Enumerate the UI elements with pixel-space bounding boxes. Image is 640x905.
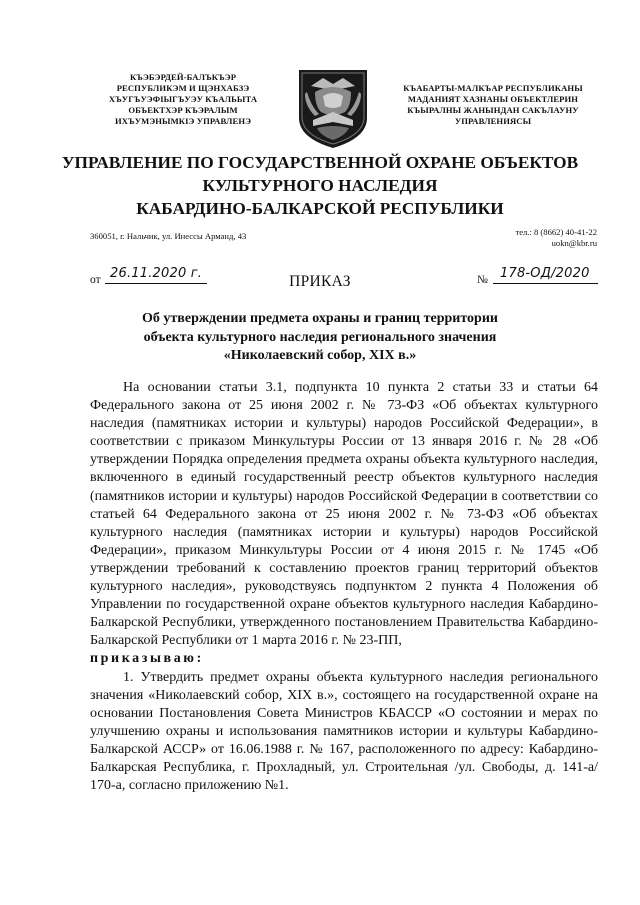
order-subject: [0, 310, 640, 366]
number-underline: [493, 283, 598, 284]
item-1-paragraph: 1. Утвердить предмет охраны объекта культурного наследия регионального значения «Николаевский собор, XIX в.», состоящего на государственной охране на основании Постановления Совета Министров КБАССР «О состоянии и мерах по улучшению охраны и использования памятников истории и культуры Кабардино-Балкарской АССР» от 16.06.1988 г. № 167, расположенного по адресу: Кабардино-Балкарская Республика, г. Прохладный, ул. Строительная /ул. Свободы, д. 141-а/ 170-а, согласно приложению №1.: [90, 669, 598, 794]
header-right-line: МАДАНИЯТ ХАЗНАНЫ ОБЪЕКТЛЕРИН: [407, 94, 579, 104]
header-right-line: КЪАБАРТЫ-МАЛКЪАР РЕСПУБЛИКАНЫ: [403, 83, 583, 93]
header-left-line: ХЪУГЪУЭФIЫГЪУЭУ КЪАЛЬЫТА: [108, 94, 258, 104]
document-title: ПРИКАЗ: [289, 273, 351, 290]
email: uokn@kbr.ru: [551, 238, 597, 248]
decree-word: приказываю:: [90, 651, 204, 667]
contacts: [452, 227, 597, 249]
header-left-ministry: [92, 72, 274, 127]
order-date-handwritten: 26.11.2020 г.: [110, 266, 203, 281]
header-right-line: УПРАВЛЕНИЯСЫ: [454, 116, 532, 126]
number-prefix: №: [477, 274, 488, 286]
header-left-line: КЪЭБЭРДЕЙ-БАЛЪКЪЭР: [129, 72, 237, 82]
organization-line: УПРАВЛЕНИЕ ПО ГОСУДАРСТВЕННОЙ ОХРАНЕ ОБЪЕКТОВ: [61, 153, 579, 172]
subject-line: объекта культурного наследия регионального значения: [143, 329, 497, 345]
subject-line: Об утверждении предмета охраны и границ территории: [142, 311, 498, 326]
subject-line: «Николаевский собор, XIX в.»: [223, 348, 417, 363]
basis-paragraph: На основании статьи 3.1, подпункта 10 пункта 2 статьи 33 и статьи 64 Федерального закона от 25 июня 2002 г. № 73-ФЗ «Об объектах культурного наследия (памятниках истории и культуры) народов Российской Федерации», в соответствии с приказом Минкультуры России от 13 января 2016 г. № 28 «Об утверждении Порядка определения предмета охраны объекта культурного наследия, включенного в единый государственный реестр объектов культурного наследия (памятников истории и культуры) народов Российской Федерации в соответствии со статьей 64 Федерального закона от 25 июня 2002 г. № 73-ФЗ «Об объектах культурного наследия (памятниках истории и культуры) народов Российской Федерации», приказом Минкультуры России от 4 июня 2015 г. № 1745 «Об утверждении требований к составлению проектов границ территорий объектов культурного наследия», руководствуясь подпунктом 2 пункта 4 Положения об Управлении по государственной охране объектов культурного наследия Кабардино-Балкарской Республики, утвержденного постановлением Правительства Кабардино-Балкарской Республики от 1 марта 2016 г. № 23-ПП,: [90, 380, 598, 649]
date-prefix: от: [90, 274, 101, 286]
organization-line: КАБАРДИНО-БАЛКАРСКОЙ РЕСПУБЛИКИ: [136, 199, 504, 218]
postal-address: 360051, г. Нальчик, ул. Инессы Арманд, 43: [90, 231, 247, 241]
header-right-line: КЪЫРАЛНЫ ЖАНЫНДАН САКЪЛАУНУ: [407, 105, 579, 115]
header-left-line: ИХЪУМЭНЫМКIЭ УПРАВЛЕНЭ: [114, 116, 252, 126]
header-left-line: РЕСПУБЛИКЭМ И ЩЭНХАБЗЭ: [116, 83, 250, 93]
header-left-line: ОБЪЕКТХЭР КЪЭРАЛЫМ: [128, 105, 238, 115]
organization-line: КУЛЬТУРНОГО НАСЛЕДИЯ: [202, 176, 438, 195]
coat-of-arms-emblem: [293, 66, 373, 150]
header-right-ministry: [388, 83, 598, 127]
order-body: [90, 379, 598, 795]
phone: тел.: 8 (8662) 40-41-22: [515, 227, 597, 237]
order-number-handwritten: 178-ОД/2020: [500, 266, 590, 281]
organization-name: [0, 151, 640, 220]
